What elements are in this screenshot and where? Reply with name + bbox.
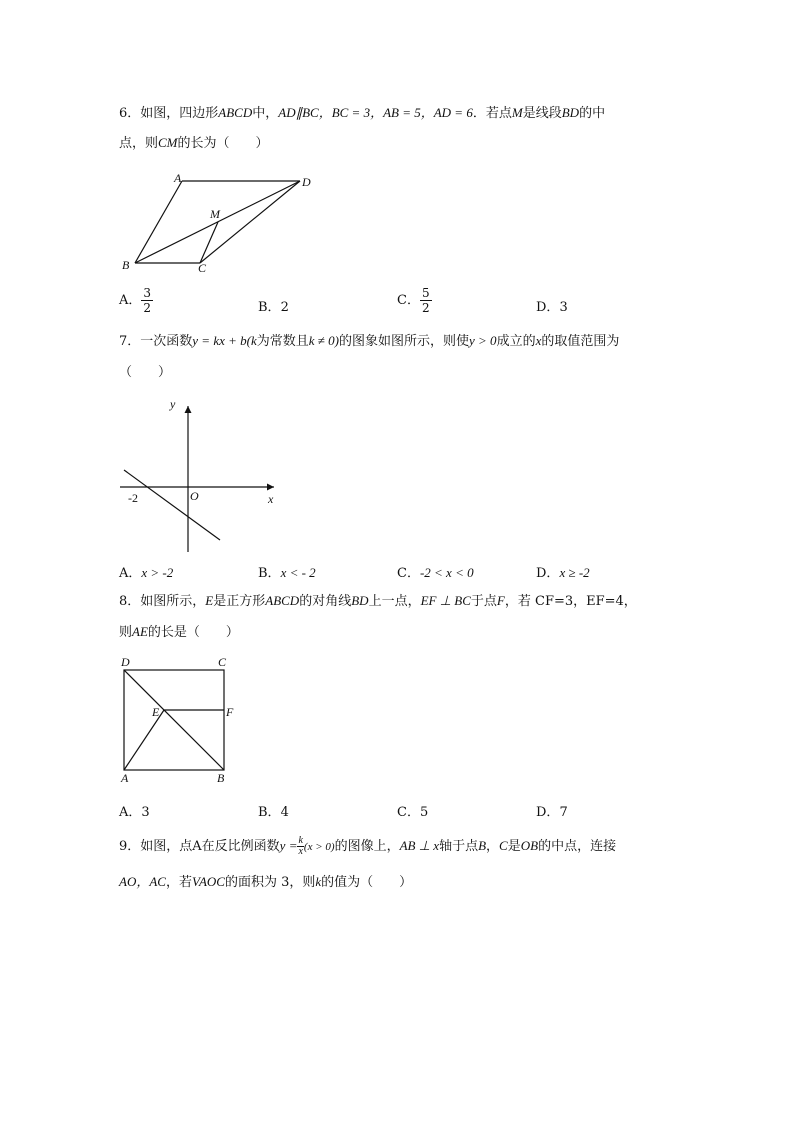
q9-line-2 (119, 867, 412, 898)
q7-var-x: x (535, 333, 542, 348)
q6-text: 中， (252, 106, 279, 121)
fraction (141, 286, 153, 315)
q9-segments: AO，AC (119, 874, 166, 889)
q8-line-1 (119, 586, 637, 617)
q8-option-d[interactable] (536, 801, 568, 820)
q7-figure (118, 392, 284, 556)
option-label: A． (119, 566, 142, 581)
q8-option-b[interactable] (258, 801, 289, 820)
option-value: x < - 2 (280, 565, 316, 580)
q9-perpendicular: AB ⊥ x (399, 838, 440, 853)
option-label: D． (536, 805, 560, 820)
q7-text: 的取值范围为 (541, 334, 620, 349)
option-value: x ≥ -2 (559, 565, 590, 580)
q8-label-f: F (226, 705, 234, 719)
q8-label-a: A (121, 771, 129, 785)
q8-perpendicular: EF ⊥ BC (420, 593, 471, 608)
q9-text: 的图像上， (334, 839, 400, 854)
q6-segment-cm: CM (158, 135, 178, 150)
q7-label-origin: O (190, 489, 199, 503)
q7-option-d[interactable] (536, 562, 590, 581)
q8-text: 8．如图所示， (119, 594, 206, 609)
q7-label-y: y (170, 397, 176, 411)
option-value: 2 (280, 300, 289, 315)
q8-text: 于点 (470, 594, 497, 609)
q7-label-neg2: -2 (128, 491, 138, 505)
q8-label-d: D (121, 655, 130, 669)
denominator: 2 (143, 301, 152, 315)
q8-text: ，若 CF=3，EF=4， (504, 594, 637, 609)
option-value: 3 (141, 805, 150, 820)
q6-point-m: M (511, 105, 523, 120)
q9-text: 是 (507, 839, 521, 854)
q7-option-b[interactable] (258, 562, 316, 581)
q6-quad-name: ABCD (218, 105, 253, 120)
q9-text: ，若 (165, 875, 192, 890)
q9-var-k: k (315, 874, 322, 889)
q9-text: 的面积为 3，则 (224, 875, 316, 890)
option-label: B． (258, 805, 281, 820)
q8-figure (115, 654, 245, 788)
option-value: 3 (559, 300, 568, 315)
q8-label-e: E (152, 705, 160, 719)
q6-label-c: C (198, 261, 207, 275)
fraction (420, 286, 432, 315)
option-label: D． (536, 566, 560, 581)
q8-text: 的对角线 (299, 594, 352, 609)
q8-point-e: E (205, 593, 214, 608)
q9-line-1 (119, 831, 616, 862)
q7-text: （ ） (119, 365, 172, 380)
numerator: 3 (143, 286, 152, 300)
numerator: 5 (421, 286, 430, 300)
q7-line-1 (119, 326, 619, 357)
option-label: A． (119, 293, 142, 308)
q9-point-c: C (499, 838, 508, 853)
q6-option-a[interactable] (119, 286, 153, 315)
q6-label-d: D (302, 175, 311, 189)
option-value: 7 (559, 805, 568, 820)
q6-label-a: A (174, 171, 182, 185)
q6-text: 点，则 (119, 136, 159, 151)
q6-conditions: AD∥BC，BC = 3，AB = 5，AD = 6 (278, 105, 473, 120)
option-value: x > -2 (141, 565, 174, 580)
q7-text: 的图象如图所示，则使 (339, 334, 470, 349)
q7-text: 为常数且 (256, 334, 309, 349)
q8-option-a[interactable] (119, 801, 150, 820)
option-value: -2 < x < 0 (419, 565, 474, 580)
q9-text: 轴于点 (439, 839, 479, 854)
q7-line-2 (119, 358, 171, 388)
q9-text: 的值为（ ） (321, 875, 413, 890)
q8-segment-ae: AE (132, 624, 148, 639)
q7-condition: k ≠ 0) (308, 333, 339, 348)
q6-text: 6．如图，四边形 (119, 106, 219, 121)
option-label: B． (258, 300, 281, 315)
q6-line-1 (119, 98, 605, 129)
denominator: 2 (421, 301, 430, 315)
q6-line-2 (119, 128, 269, 159)
q8-line-2 (119, 617, 239, 648)
q7-label-x: x (268, 492, 274, 506)
option-label: C． (397, 566, 420, 581)
q9-domain: (x > 0) (303, 841, 335, 853)
option-label: B． (258, 566, 281, 581)
q6-label-m: M (210, 207, 220, 221)
option-label: C． (397, 293, 420, 308)
q8-text: 上一点， (368, 594, 421, 609)
q6-figure (118, 168, 328, 280)
q9-function-lhs: y = (279, 838, 298, 853)
q7-text: 7．一次函数 (119, 334, 193, 349)
option-label: C． (397, 805, 420, 820)
q8-point-f: F (496, 593, 505, 608)
q6-text: ．若点 (472, 106, 512, 121)
q6-text: 的中 (579, 106, 606, 121)
q6-text: 的长为（ ） (177, 136, 269, 151)
q8-label-b: B (217, 771, 225, 785)
q8-label-c: C (218, 655, 227, 669)
denominator: x (298, 846, 303, 857)
q8-text: 的长是（ ） (147, 625, 239, 640)
q8-diagonal-bd: BD (351, 593, 369, 608)
q9-segment-ob: OB (520, 838, 539, 853)
q9-text: 9．如图，点A在反比例函数 (119, 839, 280, 854)
q7-function: y = kx + b(k (192, 333, 257, 348)
q9-text: 的中点，连接 (538, 839, 617, 854)
q7-text: 成立的 (496, 334, 536, 349)
q8-text: 是正方形 (213, 594, 266, 609)
numerator: k (298, 835, 303, 846)
q9-point-b: B (478, 838, 487, 853)
q6-option-c[interactable] (397, 286, 432, 315)
q9-triangle: VAOC (191, 874, 225, 889)
option-value: 5 (419, 805, 429, 820)
q6-option-b[interactable] (258, 296, 289, 315)
q6-segment-bd: BD (561, 105, 580, 120)
q6-option-d[interactable] (536, 296, 568, 315)
q7-option-a[interactable] (119, 562, 173, 581)
q7-inequality: y > 0 (469, 333, 497, 348)
q8-option-c[interactable] (397, 801, 428, 820)
option-value: 4 (280, 805, 289, 820)
q8-square-name: ABCD (265, 593, 300, 608)
option-label: A． (119, 805, 142, 820)
q6-text: 是线段 (522, 106, 562, 121)
option-label: D． (536, 300, 560, 315)
q9-text: ， (486, 839, 500, 854)
q8-text: 则 (119, 625, 133, 640)
q7-option-c[interactable] (397, 562, 474, 581)
q6-label-b: B (122, 258, 130, 272)
